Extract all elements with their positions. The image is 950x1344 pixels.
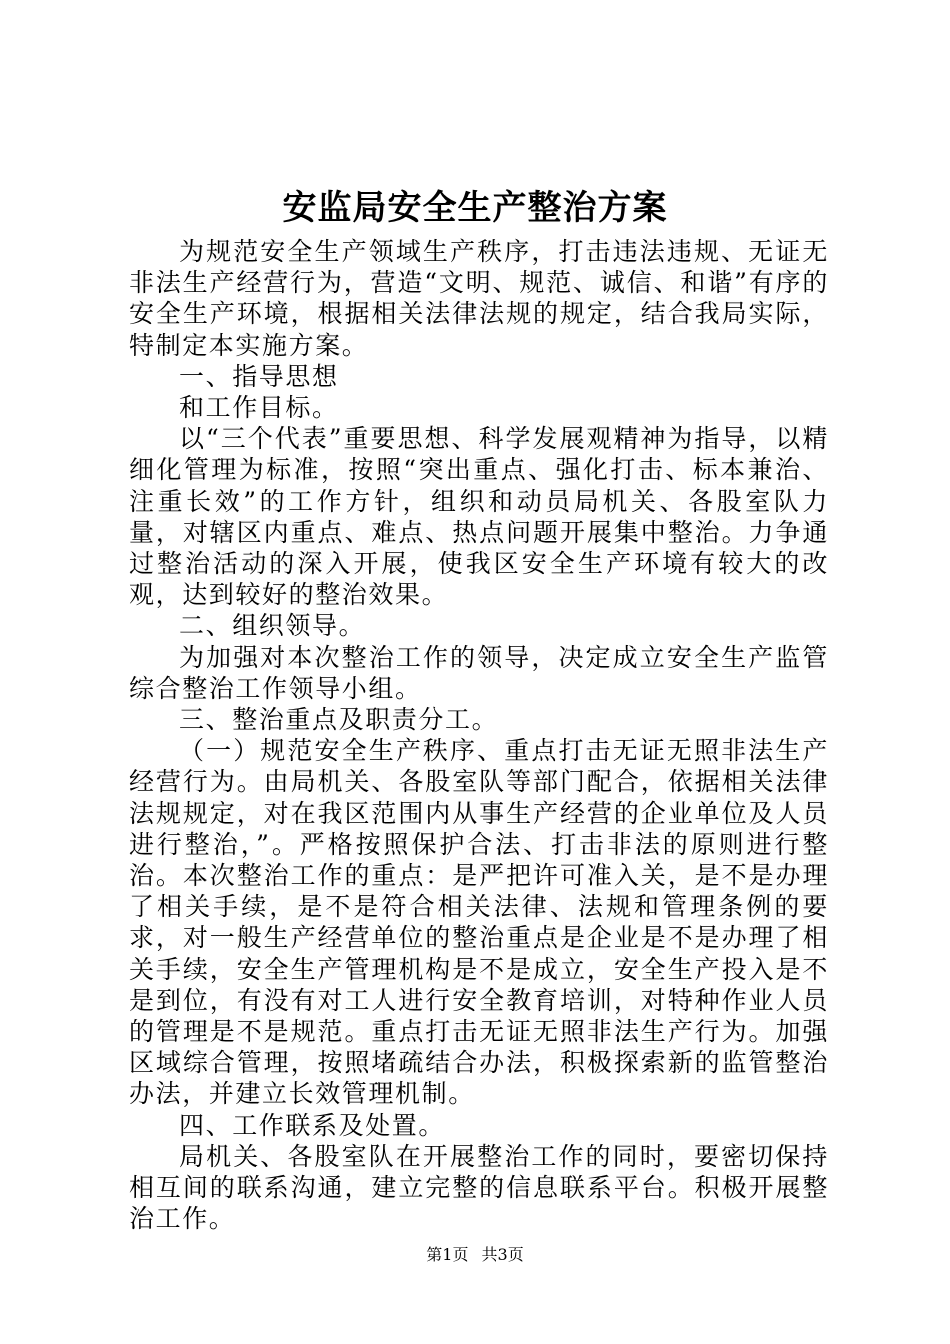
- liaison-paragraph: 局机关、各股室队在开展整治工作的同时，要密切保持相互间的联系沟通，建立完整的信息联系平台。积极开展整治工作。: [129, 1141, 829, 1234]
- document-title: 安监局安全生产整治方案: [282, 188, 668, 228]
- section-heading-key-points: 三、整治重点及职责分工。: [179, 705, 499, 735]
- organization-paragraph: 为加强对本次整治工作的领导，决定成立安全生产监管综合整治工作领导小组。: [129, 642, 829, 703]
- intro-paragraph: 为规范安全生产领域生产秩序，打击违法违规、无证无非法生产经营行为，营造“文明、规范、诚信、和谐”有序的安全生产环境，根据相关法律法规的规定，结合我局实际，特制定本实施方案。: [129, 237, 829, 360]
- document-body: [129, 236, 829, 1235]
- section-heading-continued: 和工作目标。: [179, 393, 339, 423]
- key-points-paragraph: （一）规范安全生产秩序、重点打击无证无照非法生产经营行为。由局机关、各股室队等部门配合，依据相关法律法规规定，对在我区范围内从事生产经营的企业单位及人员进行整治，”。严格按照保护合法、打击非法的原则进行整治。本次整治工作的重点：是严把许可准入关，是不是办理了相关手续，是不是符合相关法律、法规和管理条例的要求，对一般生产经营单位的整治重点是企业是不是办理了相关手续，安全生产管理机构是不是成立，安全生产投入是不是到位，有没有对工人进行安全教育培训，对特种作业人员的管理是不是规范。重点打击无证无照非法生产行为。加强区域综合管理，按照堵疏结合办法，积极探索新的监管整治办法，并建立长效管理机制。: [129, 736, 829, 1109]
- guiding-thought-paragraph: 以“三个代表”重要思想、科学发展观精神为指导，以精细化管理为标准，按照“突出重点、强化打击、标本兼治、注重长效”的工作方针，组织和动员局机关、各股室队力量，对辖区内重点、难点、热点问题开展集中整治。力争通过整治活动的深入开展，使我区安全生产环境有较大的改观，达到较好的整治效果。: [129, 424, 829, 610]
- page-number: 第1页: [426, 1245, 469, 1264]
- section-heading-liaison: 四、工作联系及处置。: [179, 1110, 446, 1140]
- page-total: 共3页: [481, 1245, 524, 1264]
- page-footer: [0, 1244, 950, 1266]
- section-heading-guiding-thought: 一、指导思想: [179, 361, 339, 391]
- section-heading-organization: 二、组织领导。: [179, 611, 366, 641]
